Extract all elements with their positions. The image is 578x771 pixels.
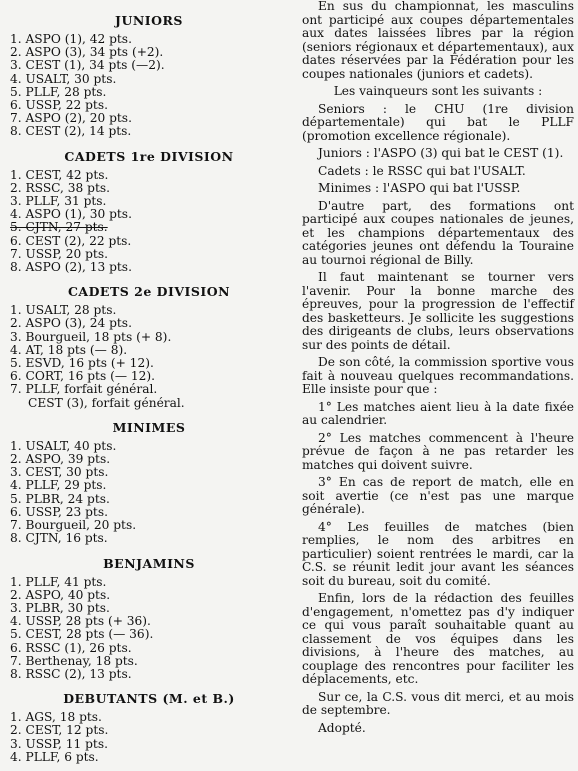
- paragraph: De son côté, la commission sportive vous fait à nouveau quelques recommandations. Elle insiste pour que :: [302, 355, 574, 396]
- paragraph: Seniors : le CHU (1re division départementale) qui bat le PLLF (promotion excellence régionale).: [302, 101, 574, 143]
- section-title-juniors: JUNIORS: [115, 13, 183, 28]
- section-title-benjamins: BENJAMINS: [103, 555, 195, 571]
- list-item: 8. CEST (2), 14 pts.: [10, 124, 132, 139]
- list-item: 2. ASPO (3), 34 pts (+2).: [10, 45, 164, 60]
- list-item: 6. CORT, 16 pts (— 12).: [10, 369, 156, 384]
- list-item: 7. Bourgueil, 20 pts.: [10, 518, 137, 533]
- section-title-debutants: DEBUTANTS (M. et B.): [63, 691, 235, 707]
- ranking-list-cadets-2: [4, 304, 294, 410]
- list-item-text: CEST (3), forfait général.: [28, 395, 185, 410]
- paragraph: Sur ce, la C.S. vous dit merci, et au mois de septembre.: [302, 689, 574, 717]
- list-item: 1. USALT, 28 pts.: [10, 303, 117, 318]
- ranking-list-benjamins: [4, 576, 294, 682]
- list-item: 6. RSSC (1), 26 pts.: [10, 640, 132, 655]
- ranking-list-debutants: [4, 711, 294, 764]
- report-text-column: [302, 0, 574, 739]
- list-item: 3. PLLF, 31 pts.: [10, 194, 107, 209]
- list-item: 6. USSP, 22 pts.: [10, 98, 108, 113]
- paragraph: Adopté.: [318, 720, 366, 735]
- list-item: 4. PLLF, 6 pts.: [10, 749, 99, 764]
- list-item: 5. CJTN, 27 pts.: [10, 220, 108, 235]
- paragraph: D'autre part, des formations ont participé aux coupes nationales de jeunes, et les champions départementaux des catégories jeunes ont défendu la Touraine au tournoi régional de Billy.: [302, 198, 574, 267]
- list-item: 1. PLLF, 41 pts.: [10, 574, 107, 589]
- list-item: 5. PLBR, 24 pts.: [10, 491, 110, 506]
- paragraph: 2° Les matches commencent à l'heure prévue de façon à ne pas retarder les matches qui doivent suivre.: [302, 430, 574, 472]
- list-item: 3. CEST (1), 34 pts (—2).: [10, 58, 165, 73]
- list-item: 1. USALT, 40 pts.: [10, 438, 117, 453]
- paragraph: Enfin, lors de la rédaction des feuilles d'engagement, n'omettez pas d'y indiquer ce qui vous paraît souhaitable quant au classement de vos équipes dans les divisions, à l'heure des matches, au couplage des rencontres pour faciliter les déplacements, etc.: [302, 591, 574, 686]
- list-item: 7. PLLF, forfait général.: [10, 382, 158, 397]
- ranking-list-juniors: [4, 33, 294, 139]
- list-item: 1. AGS, 18 pts.: [10, 710, 102, 725]
- ranking-list-minimes: [4, 440, 294, 546]
- list-item: 4. USALT, 30 pts.: [10, 71, 117, 86]
- list-item: 7. Berthenay, 18 pts.: [10, 653, 138, 668]
- list-item: 3. Bourgueil, 18 pts (+ 8).: [10, 329, 172, 344]
- paragraph: Il faut maintenant se tourner vers l'avenir. Pour la bonne marche des épreuves, pour la progression de l'effectif des basketteurs. Je sollicite les suggestions des dirigeants de clubs, leurs observations sur des points de détail.: [302, 270, 574, 352]
- list-item: 4. AT, 18 pts (— 8).: [10, 342, 128, 357]
- section-title-minimes: MINIMES: [112, 419, 186, 435]
- list-item: 5. CEST, 28 pts (— 36).: [10, 627, 154, 642]
- ranking-list-cadets-1: [4, 169, 294, 275]
- list-item: 2. CEST, 12 pts.: [10, 723, 109, 738]
- list-item: 2. RSSC, 38 pts.: [10, 180, 111, 195]
- list-item: 1. CEST, 42 pts.: [10, 167, 109, 182]
- list-item: 4. USSP, 28 pts (+ 36).: [10, 614, 151, 629]
- list-item: 8. RSSC (2), 13 pts.: [10, 666, 132, 681]
- list-item: 2. ASPO (3), 24 pts.: [10, 316, 132, 331]
- list-item: 8. ASPO (2), 13 pts.: [10, 260, 132, 275]
- list-item: 3. CEST, 30 pts.: [10, 465, 109, 480]
- paragraph: 3° En cas de report de match, elle en soit avertie (ce n'est pas une marque générale).: [302, 475, 574, 516]
- paragraph: Minimes : l'ASPO qui bat l'USSP.: [318, 181, 521, 195]
- list-item: 4. ASPO (1), 30 pts.: [10, 207, 132, 222]
- list-item: 4. PLLF, 29 pts.: [10, 478, 107, 493]
- paragraph: 4° Les feuilles de matches (bien remplies, le nom des arbitres en particulier) soient rentrées le mardi, car la C.S. se réunit ledit jour avant les séances soit du bureau, soit du comité.: [302, 519, 574, 588]
- list-item: 6. USSP, 23 pts.: [10, 504, 108, 519]
- list-item: 5. PLLF, 28 pts.: [10, 84, 107, 99]
- list-item: 8. CJTN, 16 pts.: [10, 531, 108, 546]
- list-item: 7. ASPO (2), 20 pts.: [10, 111, 132, 126]
- paragraph: Juniors : l'ASPO (3) qui bat le CEST (1).: [318, 146, 564, 160]
- list-item: 7. USSP, 20 pts.: [10, 246, 108, 261]
- list-item: [10, 397, 294, 410]
- section-title-cadets-1: CADETS 1re DIVISION: [64, 148, 234, 164]
- list-item: 6. CEST (2), 22 pts.: [10, 233, 132, 248]
- list-item: 5. ESVD, 16 pts (+ 12).: [10, 356, 154, 371]
- section-title-cadets-2: CADETS 2e DIVISION: [67, 284, 231, 300]
- list-item: 2. ASPO, 39 pts.: [10, 452, 111, 467]
- paragraph: En sus du championnat, les masculins ont participé aux coupes départementales aux dates laissées libres par la région (seniors régionaux et départementaux), aux dates réservées par la Fédération pour les coupes nationales (juniors et cadets).: [302, 0, 574, 81]
- paragraph: Les vainqueurs sont les suivants :: [333, 84, 543, 98]
- paragraph: Cadets : le RSSC qui bat l'USALT.: [318, 163, 526, 178]
- paragraph: 1° Les matches aient lieu à la date fixée au calendrier.: [302, 399, 574, 427]
- list-item: 2. ASPO, 40 pts.: [10, 587, 111, 602]
- list-item: 3. PLBR, 30 pts.: [10, 600, 110, 615]
- list-item: 3. USSP, 11 pts.: [10, 736, 108, 751]
- rankings-column: [4, 0, 294, 764]
- list-item: 1. ASPO (1), 42 pts.: [10, 32, 132, 46]
